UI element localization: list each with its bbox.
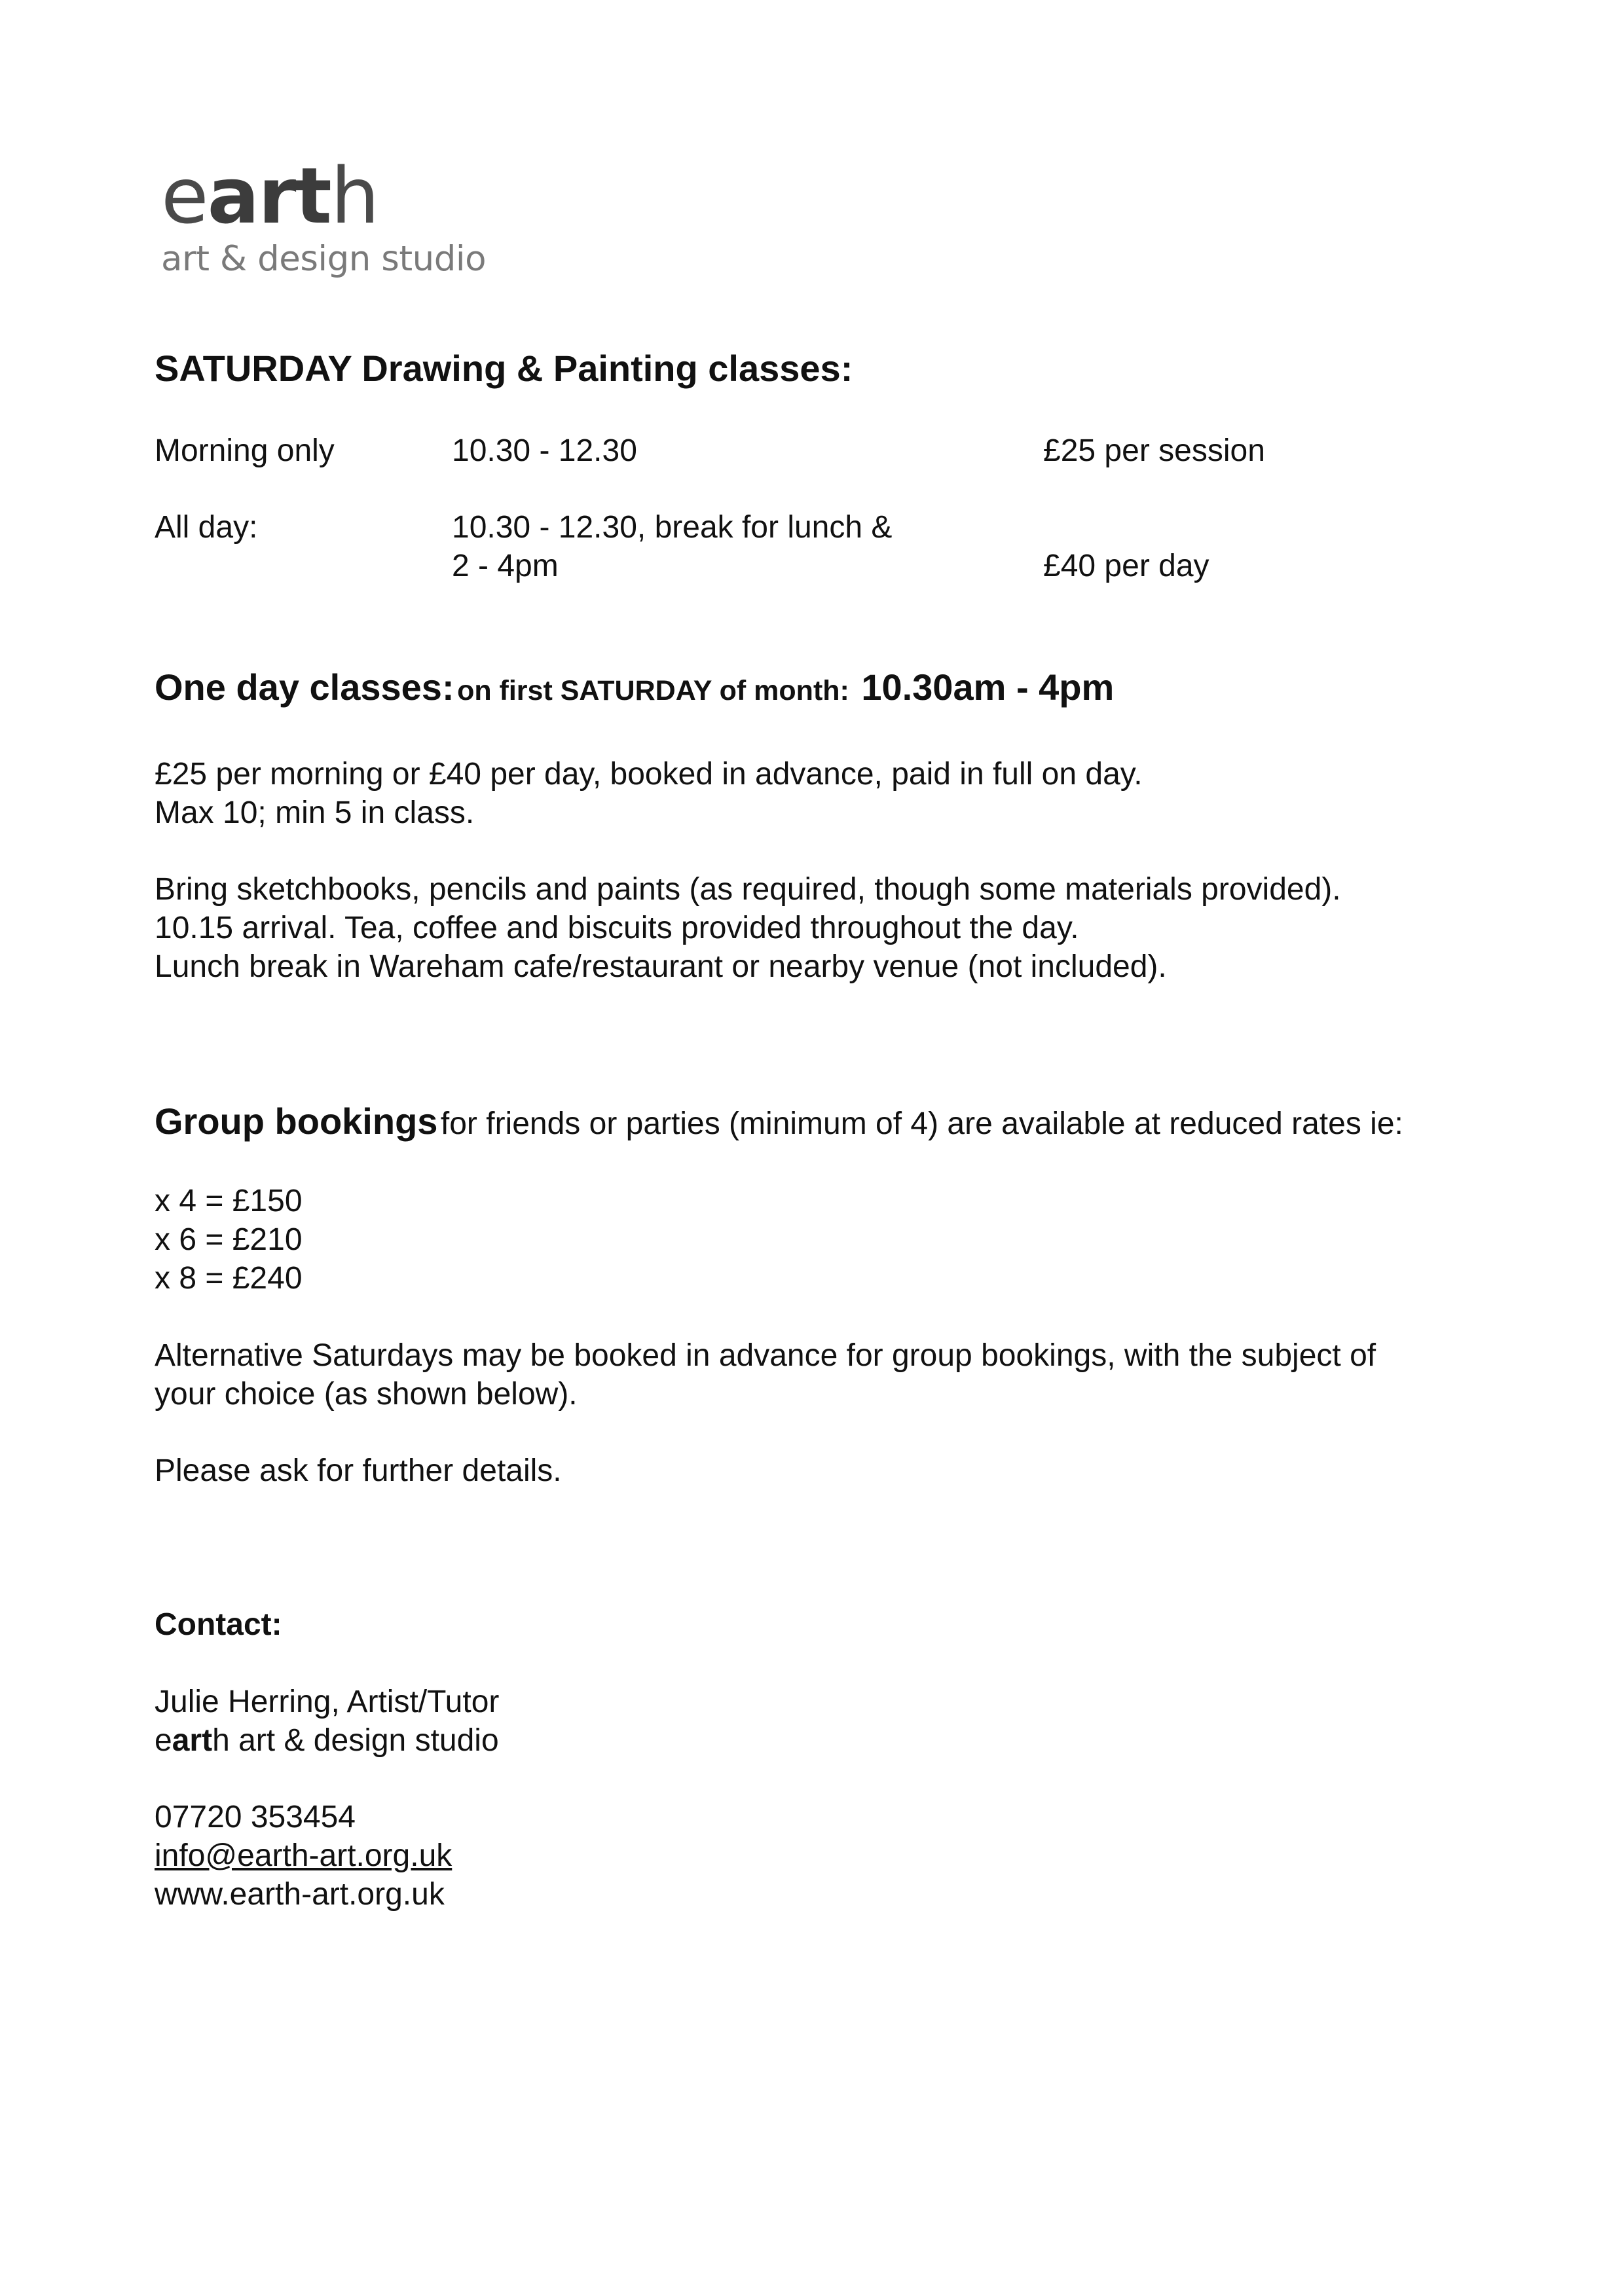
row-allday-price: £40 per day	[1043, 549, 1209, 583]
logo-word-suffix: h	[330, 151, 378, 241]
logo-word-prefix: e	[161, 151, 208, 241]
one-day-line: Bring sketchbooks, pencils and paints (as required, though some materials provided).	[155, 872, 1341, 907]
contact-email-link[interactable]: info@earth-art.org.uk	[155, 1838, 452, 1873]
group-ask: Please ask for further details.	[155, 1453, 562, 1488]
contact-heading: Contact:	[155, 1607, 282, 1642]
contact-website: www.earth-art.org.uk	[155, 1877, 445, 1912]
one-day-line: Max 10; min 5 in class.	[155, 795, 475, 830]
group-heading	[155, 1100, 1403, 1143]
logo-wordmark	[161, 151, 486, 241]
one-day-heading-main: One day classes:	[155, 666, 454, 708]
one-day-heading	[155, 666, 1114, 708]
logo-subtitle: art & design studio	[161, 239, 487, 279]
one-day-line: Lunch break in Wareham cafe/restaurant or nearby venue (not included).	[155, 949, 1167, 984]
contact-studio-suffix: h art & design studio	[212, 1723, 499, 1758]
group-heading-rest: for friends or parties (minimum of 4) are available at reduced rates ie:	[440, 1106, 1403, 1141]
saturday-heading: SATURDAY Drawing & Painting classes:	[155, 348, 853, 389]
contact-studio-bold: art	[172, 1723, 213, 1758]
one-day-line: £25 per morning or £40 per day, booked in advance, paid in full on day.	[155, 757, 1143, 792]
row-morning-price: £25 per session	[1043, 433, 1265, 468]
one-day-heading-time: 10.30am - 4pm	[861, 666, 1115, 708]
contact-phone: 07720 353454	[155, 1800, 356, 1834]
row-allday-time-line2: 2 - 4pm	[452, 549, 559, 583]
row-morning-label: Morning only	[155, 433, 335, 468]
group-rate: x 4 = £150	[155, 1184, 303, 1218]
group-alt-line2: your choice (as shown below).	[155, 1377, 578, 1412]
contact-name: Julie Herring, Artist/Tutor	[155, 1685, 500, 1719]
row-allday-time-line1: 10.30 - 12.30, break for lunch &	[452, 510, 893, 545]
contact-studio	[155, 1722, 499, 1760]
one-day-line: 10.15 arrival. Tea, coffee and biscuits provided throughout the day.	[155, 911, 1079, 945]
row-morning-time: 10.30 - 12.30	[452, 433, 637, 468]
contact-studio-prefix: e	[155, 1723, 172, 1758]
group-heading-main: Group bookings	[155, 1101, 438, 1142]
group-rate: x 8 = £240	[155, 1261, 303, 1296]
one-day-heading-sub: on first SATURDAY of month:	[457, 675, 849, 706]
group-rate: x 6 = £210	[155, 1222, 303, 1257]
group-alt-line1: Alternative Saturdays may be booked in advance for group bookings, with the subject of	[155, 1338, 1376, 1373]
logo-word-bold: art	[207, 151, 331, 241]
row-allday-label: All day:	[155, 510, 258, 545]
earth-logo	[161, 151, 487, 279]
